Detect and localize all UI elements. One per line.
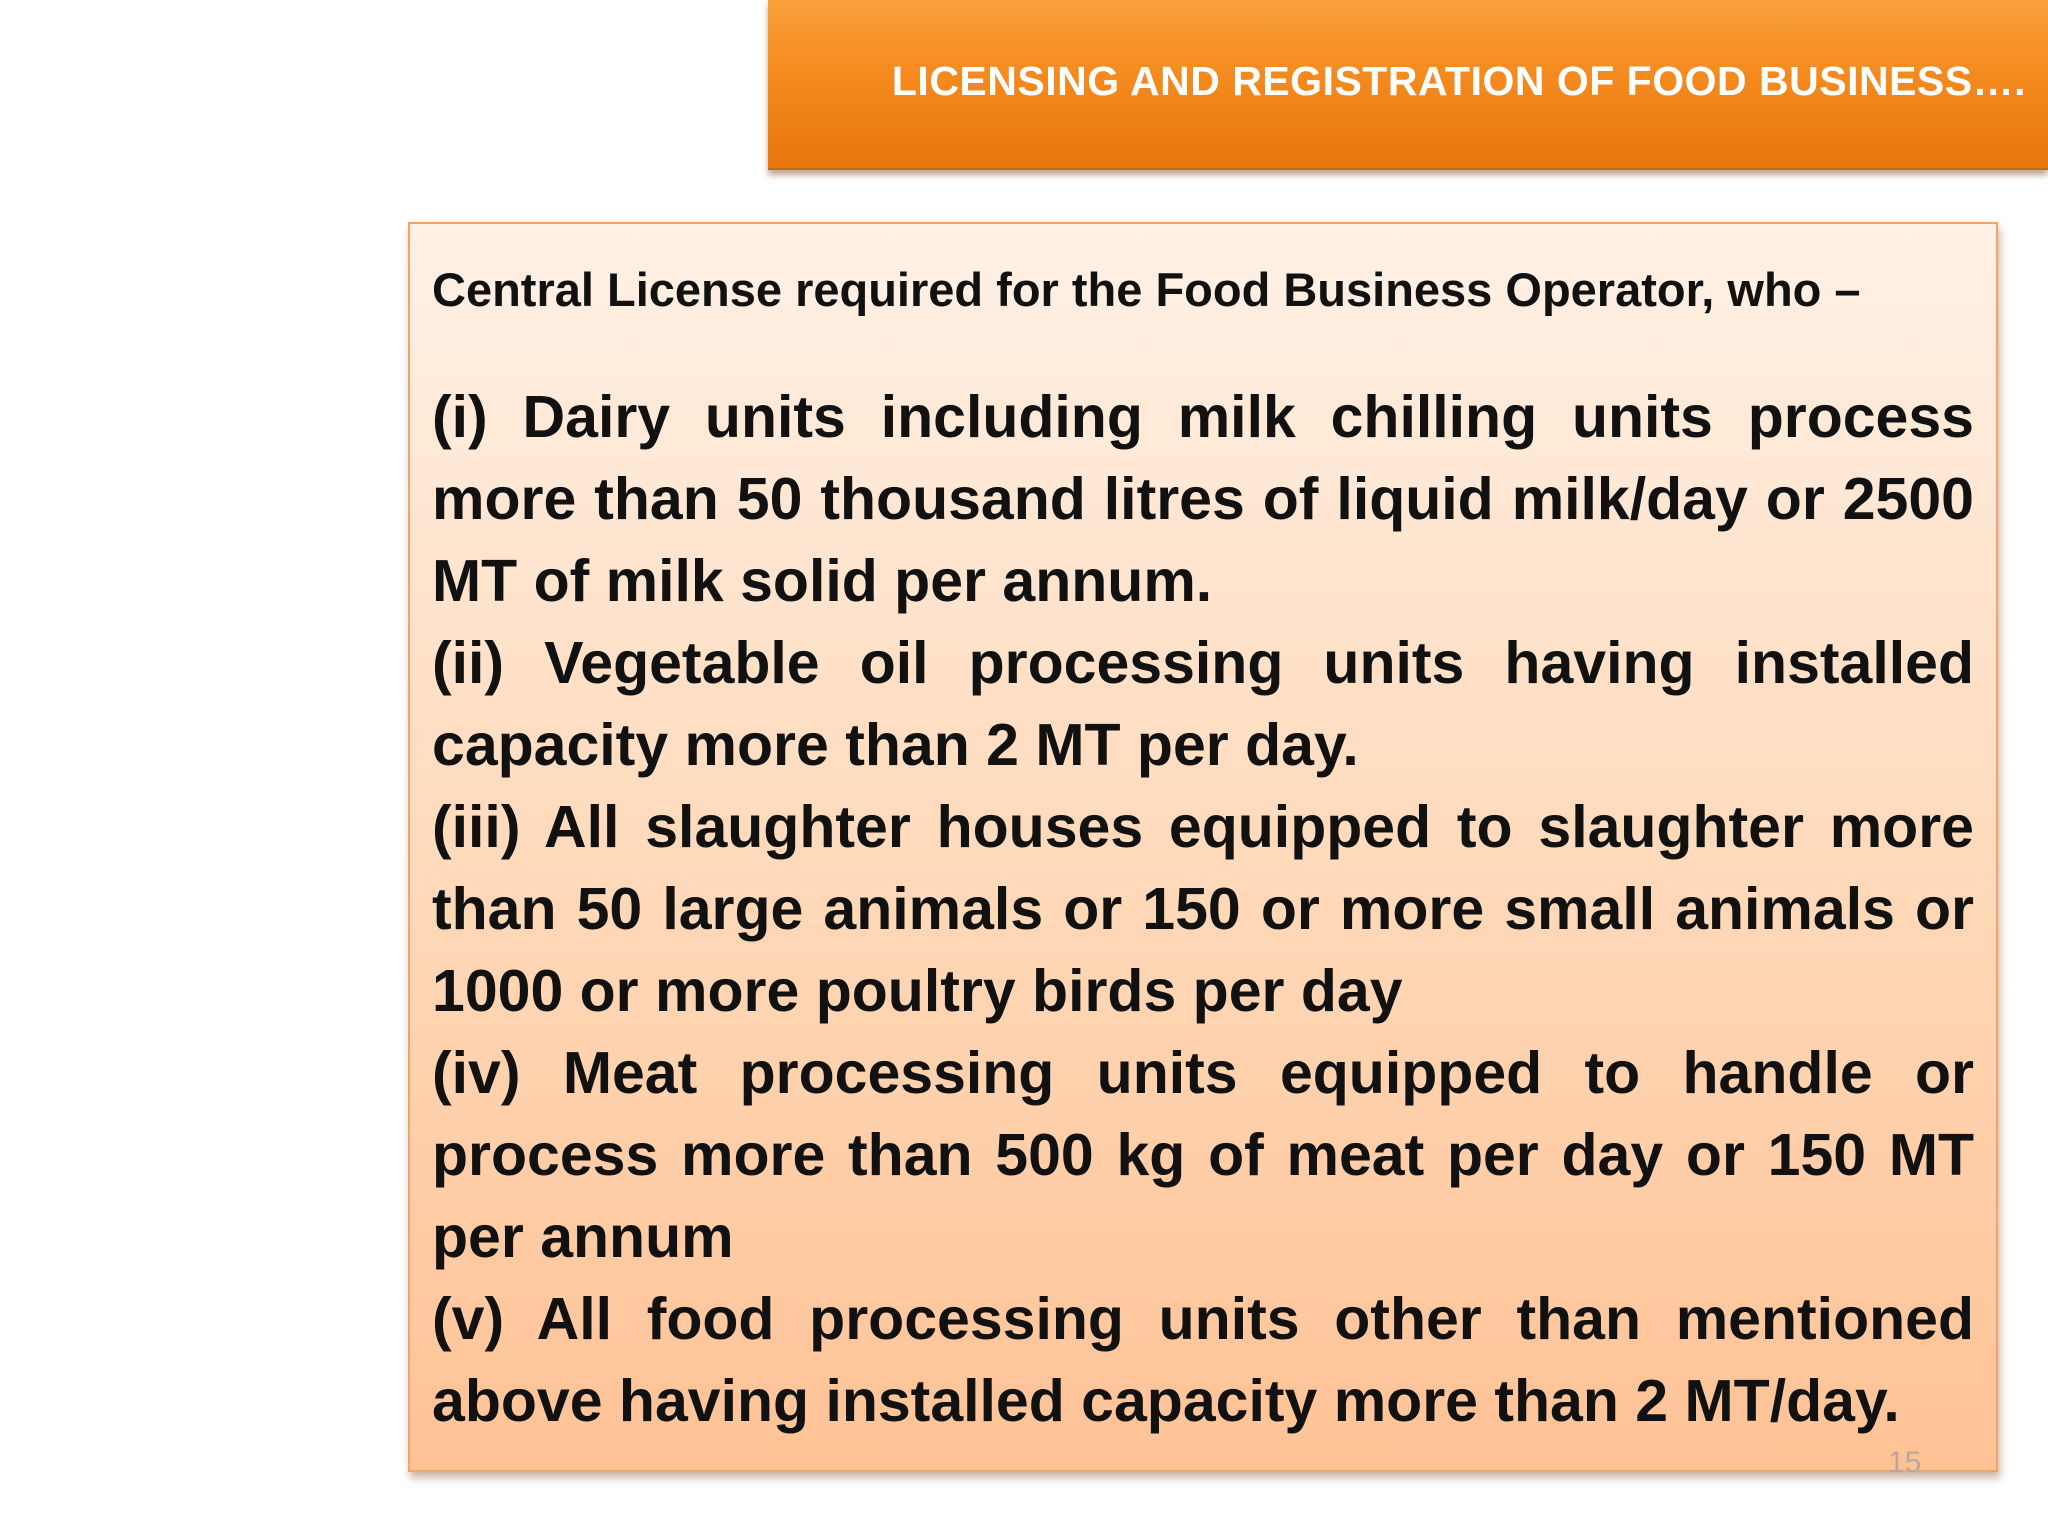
list-item: (i) Dairy units including milk chilling units process more than 50 thousand litres of liquid milk/day or 2500 MT of milk solid per annum. <box>432 384 1974 615</box>
slide-title: LICENSING AND REGISTRATION OF FOOD BUSINESS…. <box>891 58 2026 104</box>
page-number: 15 <box>1888 1446 1922 1479</box>
list-item: (v) All food processing units other than mentioned above having installed capacity more than 2 MT/day. <box>432 1286 1974 1435</box>
content-box <box>408 222 1998 1472</box>
criteria-list <box>432 376 1974 1442</box>
title-banner <box>768 0 2048 170</box>
intro-text: Central License required for the Food Business Operator, who – <box>432 263 1861 316</box>
list-item: (iv) Meat processing units equipped to handle or process more than 500 kg of meat per day or 150 MT per annum <box>432 1040 1974 1271</box>
list-item: (iii) All slaughter houses equipped to slaughter more than 50 large animals or 150 or more small animals or 1000 or more poultry birds per day <box>432 794 1974 1025</box>
list-item: (ii) Vegetable oil processing units having installed capacity more than 2 MT per day. <box>432 630 1974 779</box>
